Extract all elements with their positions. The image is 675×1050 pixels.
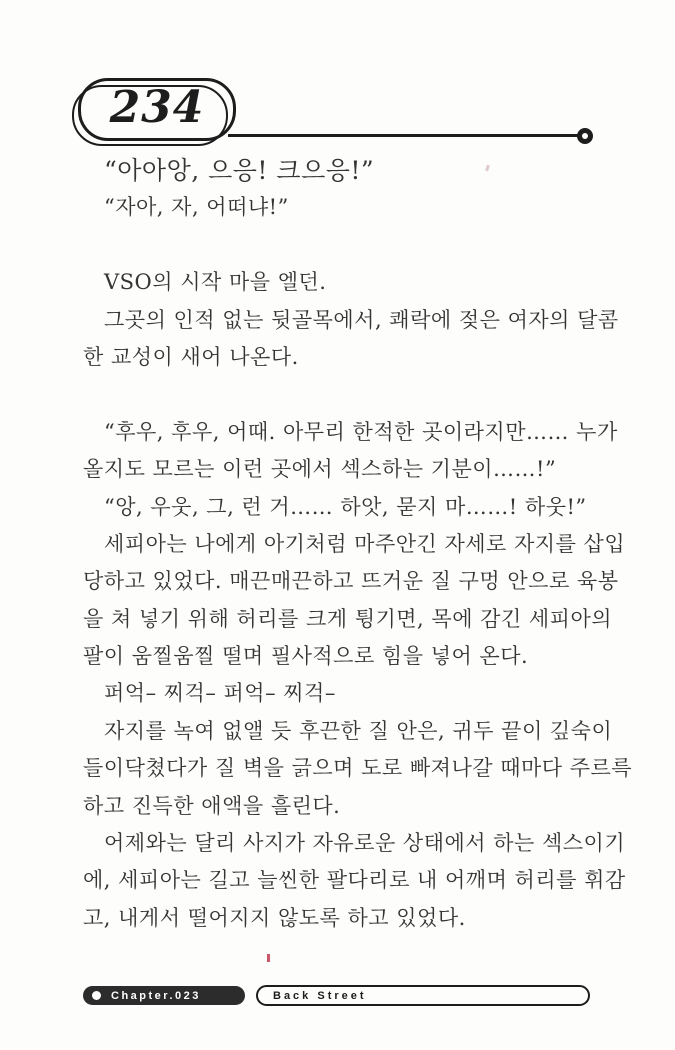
text-line: 을 쳐 넣기 위해 허리를 크게 튕기면, 목에 감긴 세피아의 [83, 606, 613, 631]
text-line: 세피아는 나에게 아기처럼 마주안긴 자세로 자지를 삽입 [104, 531, 626, 556]
text-line [83, 376, 605, 413]
text-line: 들이닥쳤다가 질 벽을 긁으며 도로 빠져나갈 때마다 주르륵 [83, 756, 633, 781]
text-line: 자지를 녹여 없앨 듯 후끈한 질 안은, 귀두 끝이 깊숙이 [104, 718, 613, 743]
chapter-label: Chapter.023 [111, 989, 201, 1002]
text-line: “후우, 후우, 어때. 아무리 한적한 곳이라지만…… 누가 [104, 419, 618, 444]
header-ring-icon [577, 128, 593, 144]
text-line: 하고 진득한 애액을 흘린다. [83, 793, 341, 818]
text-line: 어제와는 달리 사지가 자유로운 상태에서 하는 섹스이기 [104, 831, 626, 856]
section-label: Back Street [273, 989, 367, 1002]
text-line: VSO의 시작 마을 엘던. [104, 270, 327, 295]
page-number: 234 [109, 82, 205, 133]
text-line: 에, 세피아는 길고 늘씬한 팔다리로 내 어깨며 허리를 휘감 [83, 868, 626, 893]
text-line: 퍼억– 찌걱– 퍼억– 찌걱– [104, 681, 336, 706]
text-line: “자아, 자, 어떠냐!” [104, 195, 289, 220]
text-line: 고, 내게서 떨어지지 않도록 하고 있었다. [83, 905, 466, 930]
section-title-pill [256, 985, 590, 1006]
page-number-badge [78, 78, 236, 141]
text-line: 그곳의 인적 없는 뒷골목에서, 쾌락에 젖은 여자의 달콤 [104, 307, 619, 332]
text-line: 당하고 있었다. 매끈매끈하고 뜨거운 질 구멍 안으로 육봉 [83, 569, 619, 594]
text-line [83, 227, 605, 264]
header-rule-line [228, 134, 580, 137]
text-line: 한 교성이 새어 나온다. [83, 344, 299, 369]
text-line: 팔이 움찔움찔 떨며 필사적으로 힘을 넣어 온다. [83, 644, 529, 669]
chapter-badge [83, 986, 245, 1005]
bullet-icon [92, 991, 101, 1000]
scan-artifact-red-mark [267, 954, 270, 962]
text-line: “아아앙, 으응! 크으응!” [104, 156, 375, 185]
body-text [83, 152, 633, 937]
text-line: 올지도 모르는 이런 곳에서 섹스하는 기분이……!” [83, 457, 557, 482]
text-line: “앙, 우웃, 그, 런 거…… 하앗, 묻지 마……! 하웃!” [104, 494, 587, 519]
